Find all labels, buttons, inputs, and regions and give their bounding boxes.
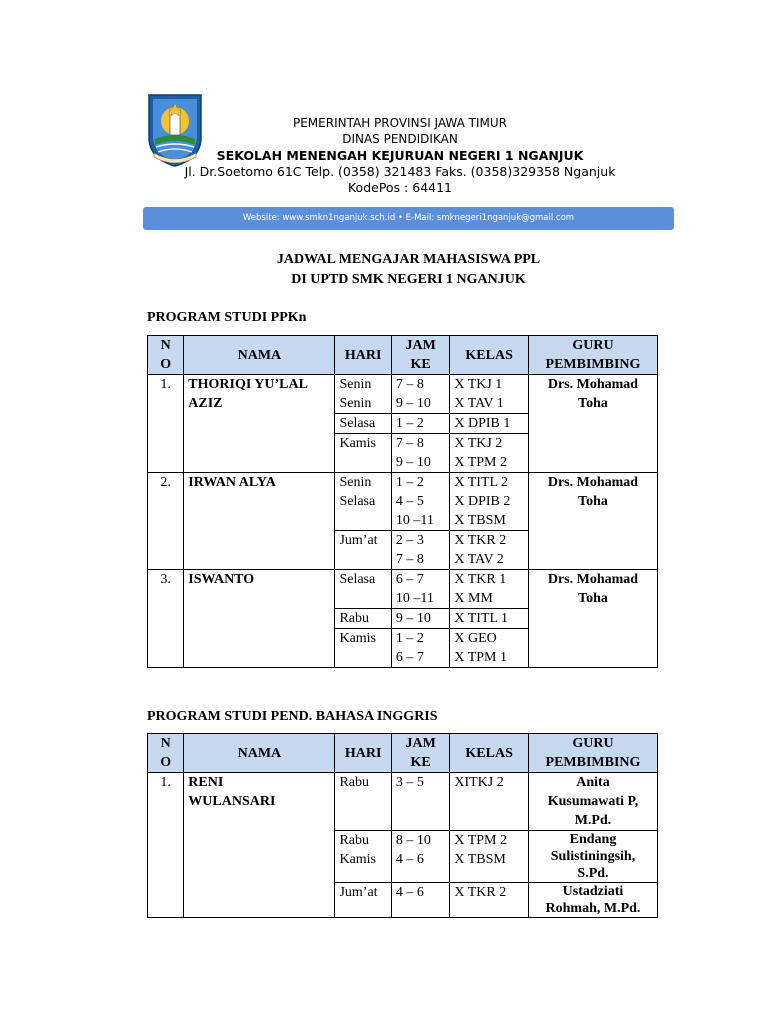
period-cell: 3 – 5 — [391, 773, 449, 831]
header-postcode: KodePos : 64411 — [347, 180, 453, 195]
table-row — [148, 473, 658, 531]
supervisor-name: Drs. Mohamad Toha — [528, 473, 657, 570]
period-cell: 2 – 3 7 – 8 — [391, 531, 449, 570]
table-header-row — [148, 336, 658, 375]
day-cell: Senin Senin — [335, 375, 391, 414]
column-header-kelas: KELAS — [450, 336, 529, 375]
day-cell: Selasa — [335, 414, 391, 434]
supervisor-name: Endang Sulistiningsih, S.Pd. — [528, 831, 657, 883]
period-cell: 7 – 8 9 – 10 — [391, 375, 449, 414]
section-title-english: PROGRAM STUDI PEND. BAHASA INGGRIS — [147, 709, 438, 724]
period-cell: 1 – 2 6 – 7 — [391, 629, 449, 668]
supervisor-name: Drs. Mohamad Toha — [528, 570, 657, 668]
day-cell: Senin Selasa — [335, 473, 391, 531]
section-title-ppkn: PROGRAM STUDI PPKn — [147, 310, 307, 325]
contact-bar — [143, 207, 674, 230]
period-cell: 1 – 2 — [391, 414, 449, 434]
row-number: 2. — [148, 473, 184, 570]
class-cell: X DPIB 1 — [450, 414, 529, 434]
period-cell: 6 – 7 10 –11 — [391, 570, 449, 609]
class-cell: X TKR 2 X TAV 2 — [450, 531, 529, 570]
day-cell: Jum’at — [335, 531, 391, 570]
class-cell: X TKR 2 — [450, 883, 529, 918]
document-subtitle: DI UPTD SMK NEGERI 1 NGANJUK — [291, 272, 526, 287]
column-header-kelas: KELAS — [450, 734, 529, 773]
student-name: ISWANTO — [184, 570, 335, 668]
header-government: PEMERINTAH PROVINSI JAWA TIMUR — [292, 116, 507, 130]
day-cell: Jum’at — [335, 883, 391, 918]
student-name: THORIQI YU’LAL AZIZ — [184, 375, 335, 473]
schedule-table-english — [147, 733, 658, 918]
column-header-no: N O — [148, 734, 184, 773]
supervisor-name: Anita Kusumawati P, M.Pd. — [528, 773, 657, 831]
document-title: JADWAL MENGAJAR MAHASISWA PPL — [276, 252, 541, 267]
supervisor-name: Ustadziati Rohmah, M.Pd. — [528, 883, 657, 918]
header-school-name: SEKOLAH MENENGAH KEJURUAN NEGERI 1 NGANJUK — [216, 148, 584, 163]
day-cell: Rabu — [335, 609, 391, 629]
period-cell: 9 – 10 — [391, 609, 449, 629]
contact-text: Website: www.smkn1nganjuk.sch.id • E-Mail: smknegeri1nganjuk@gmail.com — [242, 213, 575, 223]
day-cell: Selasa — [335, 570, 391, 609]
row-number: 1. — [148, 375, 184, 473]
row-number: 1. — [148, 773, 184, 918]
column-header-jam: JAM KE — [391, 336, 449, 375]
table-row — [148, 375, 658, 414]
period-cell: 8 – 10 4 – 6 — [391, 831, 449, 883]
supervisor-name: Drs. Mohamad Toha — [528, 375, 657, 473]
table-row — [148, 570, 658, 609]
period-cell: 4 – 6 — [391, 883, 449, 918]
column-header-hari: HARI — [335, 734, 391, 773]
student-name: RENI WULANSARI — [184, 773, 335, 918]
day-cell: Kamis — [335, 434, 391, 473]
header-address: Jl. Dr.Soetomo 61C Telp. (0358) 321483 Faks. (0358)329358 Nganjuk — [184, 164, 616, 179]
period-cell: 7 – 8 9 – 10 — [391, 434, 449, 473]
period-cell: 1 – 2 4 – 5 10 –11 — [391, 473, 449, 531]
row-number: 3. — [148, 570, 184, 668]
class-cell: X TKJ 1 X TAV 1 — [450, 375, 529, 414]
table-header-row — [148, 734, 658, 773]
column-header-nama: NAMA — [184, 336, 335, 375]
class-cell: X TKJ 2 X TPM 2 — [450, 434, 529, 473]
class-cell: X TITL 2 X DPIB 2 X TBSM — [450, 473, 529, 531]
schedule-table-ppkn — [147, 335, 658, 668]
column-header-no: N O — [148, 336, 184, 375]
column-header-hari: HARI — [335, 336, 391, 375]
student-name: IRWAN ALYA — [184, 473, 335, 570]
header-department: DINAS PENDIDIKAN — [342, 132, 458, 146]
column-header-guru: GURU PEMBIMBING — [528, 336, 657, 375]
day-cell: Rabu — [335, 773, 391, 831]
column-header-jam: JAM KE — [391, 734, 449, 773]
column-header-nama: NAMA — [184, 734, 335, 773]
class-cell: X GEO X TPM 1 — [450, 629, 529, 668]
column-header-guru: GURU PEMBIMBING — [528, 734, 657, 773]
class-cell: X TKR 1 X MM — [450, 570, 529, 609]
class-cell: X TITL 1 — [450, 609, 529, 629]
class-cell: X TPM 2 X TBSM — [450, 831, 529, 883]
day-cell: Kamis — [335, 629, 391, 668]
class-cell: XITKJ 2 — [450, 773, 529, 831]
day-cell: Rabu Kamis — [335, 831, 391, 883]
table-row — [148, 773, 658, 831]
